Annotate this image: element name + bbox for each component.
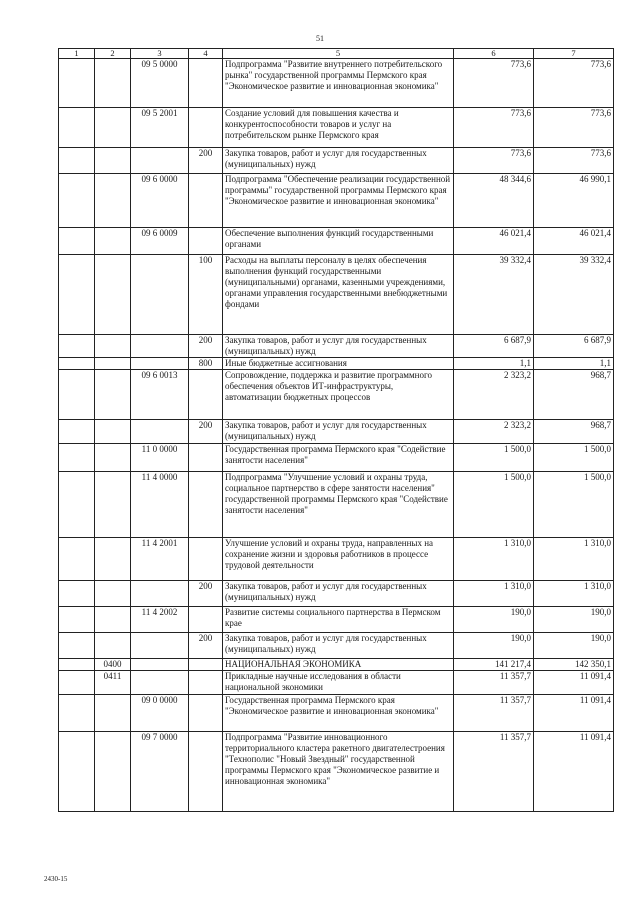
subsection-code-cell xyxy=(95,607,131,633)
table-row xyxy=(59,695,614,732)
section-cell xyxy=(59,538,95,581)
subsection-code-cell xyxy=(95,444,131,472)
amount-year-1-cell: 190,0 xyxy=(454,633,534,659)
target-article-code-cell xyxy=(131,633,189,659)
table-row xyxy=(59,420,614,444)
section-cell xyxy=(59,358,95,370)
item-name-cell: Создание условий для повышения качества и конкурентоспособности товаров и услуг на потребительском рынке Пермского края xyxy=(223,108,454,148)
expense-type-code-cell: 200 xyxy=(189,633,223,659)
amount-year-1-cell: 11 357,7 xyxy=(454,671,534,695)
target-article-code-cell xyxy=(131,420,189,444)
column-header-2: 2 xyxy=(95,49,131,59)
amount-year-2-cell: 773,6 xyxy=(534,59,614,108)
item-name-cell: НАЦИОНАЛЬНАЯ ЭКОНОМИКА xyxy=(223,659,454,671)
subsection-code-cell xyxy=(95,358,131,370)
amount-year-1-cell: 773,6 xyxy=(454,108,534,148)
item-name-cell: Государственная программа Пермского края "Экономическое развитие и инновационная экономика" xyxy=(223,695,454,732)
amount-year-1-cell: 11 357,7 xyxy=(454,732,534,812)
section-cell xyxy=(59,255,95,335)
section-cell xyxy=(59,607,95,633)
target-article-code-cell xyxy=(131,335,189,358)
target-article-code-cell xyxy=(131,358,189,370)
target-article-code-cell: 09 6 0000 xyxy=(131,174,189,228)
amount-year-1-cell: 1,1 xyxy=(454,358,534,370)
table-row xyxy=(59,174,614,228)
amount-year-1-cell: 1 500,0 xyxy=(454,444,534,472)
column-header-3: 3 xyxy=(131,49,189,59)
item-name-cell: Прикладные научные исследования в области национальной экономики xyxy=(223,671,454,695)
section-cell xyxy=(59,472,95,538)
table-row xyxy=(59,732,614,812)
table-row xyxy=(59,633,614,659)
target-article-code-cell: 09 6 0009 xyxy=(131,228,189,255)
table-row xyxy=(59,358,614,370)
amount-year-2-cell: 1,1 xyxy=(534,358,614,370)
subsection-code-cell xyxy=(95,228,131,255)
subsection-code-cell xyxy=(95,581,131,607)
amount-year-1-cell: 6 687,9 xyxy=(454,335,534,358)
expense-type-code-cell xyxy=(189,659,223,671)
amount-year-2-cell: 46 021,4 xyxy=(534,228,614,255)
expense-type-code-cell xyxy=(189,472,223,538)
target-article-code-cell: 11 4 2002 xyxy=(131,607,189,633)
amount-year-2-cell: 1 500,0 xyxy=(534,444,614,472)
section-cell xyxy=(59,659,95,671)
item-name-cell: Развитие системы социального партнерства в Пермском крае xyxy=(223,607,454,633)
table-row xyxy=(59,659,614,671)
amount-year-2-cell: 190,0 xyxy=(534,633,614,659)
section-cell xyxy=(59,444,95,472)
expense-type-code-cell xyxy=(189,108,223,148)
section-cell xyxy=(59,581,95,607)
amount-year-1-cell: 2 323,2 xyxy=(454,370,534,420)
amount-year-1-cell: 1 500,0 xyxy=(454,472,534,538)
item-name-cell: Закупка товаров, работ и услуг для государственных (муниципальных) нужд xyxy=(223,148,454,174)
expense-type-code-cell xyxy=(189,732,223,812)
amount-year-2-cell: 190,0 xyxy=(534,607,614,633)
section-cell xyxy=(59,370,95,420)
subsection-code-cell xyxy=(95,335,131,358)
expense-type-code-cell xyxy=(189,174,223,228)
amount-year-1-cell: 141 217,4 xyxy=(454,659,534,671)
subsection-code-cell xyxy=(95,538,131,581)
section-cell xyxy=(59,59,95,108)
budget-table xyxy=(58,48,614,812)
target-article-code-cell xyxy=(131,659,189,671)
expense-type-code-cell xyxy=(189,607,223,633)
amount-year-2-cell: 773,6 xyxy=(534,148,614,174)
amount-year-2-cell: 1 310,0 xyxy=(534,581,614,607)
amount-year-2-cell: 46 990,1 xyxy=(534,174,614,228)
target-article-code-cell: 09 6 0013 xyxy=(131,370,189,420)
target-article-code-cell xyxy=(131,148,189,174)
section-cell xyxy=(59,633,95,659)
table-row xyxy=(59,472,614,538)
amount-year-2-cell: 1 310,0 xyxy=(534,538,614,581)
expense-type-code-cell xyxy=(189,59,223,108)
subsection-code-cell xyxy=(95,255,131,335)
expense-type-code-cell xyxy=(189,370,223,420)
item-name-cell: Сопровождение, поддержка и развитие программного обеспечения объектов ИТ-инфраструктуры, автоматизации бюджетных процессов xyxy=(223,370,454,420)
target-article-code-cell: 09 5 2001 xyxy=(131,108,189,148)
subsection-code-cell xyxy=(95,174,131,228)
expense-type-code-cell xyxy=(189,538,223,581)
subsection-code-cell xyxy=(95,732,131,812)
amount-year-2-cell: 6 687,9 xyxy=(534,335,614,358)
section-cell xyxy=(59,335,95,358)
item-name-cell: Закупка товаров, работ и услуг для государственных (муниципальных) нужд xyxy=(223,420,454,444)
amount-year-1-cell: 46 021,4 xyxy=(454,228,534,255)
subsection-code-cell xyxy=(95,472,131,538)
expense-type-code-cell: 200 xyxy=(189,581,223,607)
expense-type-code-cell xyxy=(189,695,223,732)
expense-type-code-cell: 200 xyxy=(189,335,223,358)
item-name-cell: Подпрограмма "Улучшение условий и охраны труда, социальное партнерство в сфере занятости населения" государственной программы Пермского края "Содействие занятости населения" xyxy=(223,472,454,538)
subsection-code-cell xyxy=(95,59,131,108)
item-name-cell: Государственная программа Пермского края "Содействие занятости населения" xyxy=(223,444,454,472)
table-row xyxy=(59,228,614,255)
table-row xyxy=(59,671,614,695)
section-cell xyxy=(59,695,95,732)
section-cell xyxy=(59,148,95,174)
expense-type-code-cell: 200 xyxy=(189,148,223,174)
item-name-cell: Закупка товаров, работ и услуг для государственных (муниципальных) нужд xyxy=(223,335,454,358)
target-article-code-cell: 11 4 2001 xyxy=(131,538,189,581)
expense-type-code-cell xyxy=(189,444,223,472)
table-row xyxy=(59,255,614,335)
table-row xyxy=(59,607,614,633)
table-row xyxy=(59,108,614,148)
column-header-1: 1 xyxy=(59,49,95,59)
table-row xyxy=(59,444,614,472)
target-article-code-cell: 09 0 0000 xyxy=(131,695,189,732)
subsection-code-cell: 0400 xyxy=(95,659,131,671)
amount-year-2-cell: 11 091,4 xyxy=(534,671,614,695)
table-row xyxy=(59,59,614,108)
column-header-4: 4 xyxy=(189,49,223,59)
target-article-code-cell: 11 4 0000 xyxy=(131,472,189,538)
expense-type-code-cell: 800 xyxy=(189,358,223,370)
amount-year-2-cell: 1 500,0 xyxy=(534,472,614,538)
expense-type-code-cell xyxy=(189,228,223,255)
subsection-code-cell: 0411 xyxy=(95,671,131,695)
page-number: 51 xyxy=(316,34,324,43)
footer-code: 2430-15 xyxy=(44,875,68,883)
amount-year-2-cell: 142 350,1 xyxy=(534,659,614,671)
item-name-cell: Подпрограмма "Обеспечение реализации государственной программы" государственной программы Пермского края "Экономическое развитие и инновационная экономика" xyxy=(223,174,454,228)
target-article-code-cell xyxy=(131,581,189,607)
column-header-5: 5 xyxy=(223,49,454,59)
item-name-cell: Улучшение условий и охраны труда, направленных на сохранение жизни и здоровья работников в процессе трудовой деятельности xyxy=(223,538,454,581)
target-article-code-cell xyxy=(131,671,189,695)
section-cell xyxy=(59,228,95,255)
expense-type-code-cell: 200 xyxy=(189,420,223,444)
table-row xyxy=(59,335,614,358)
subsection-code-cell xyxy=(95,633,131,659)
expense-type-code-cell xyxy=(189,671,223,695)
header-row xyxy=(59,49,614,59)
target-article-code-cell: 09 5 0000 xyxy=(131,59,189,108)
amount-year-2-cell: 968,7 xyxy=(534,370,614,420)
section-cell xyxy=(59,732,95,812)
amount-year-1-cell: 1 310,0 xyxy=(454,581,534,607)
item-name-cell: Подпрограмма "Развитие внутреннего потребительского рынка" государственной программы Пермского края "Экономическое развитие и инновационная экономика" xyxy=(223,59,454,108)
item-name-cell: Расходы на выплаты персоналу в целях обеспечения выполнения функций государственными (муниципальными) органами, казенными учреждениями, органами управления государственными внебюджетными фондами xyxy=(223,255,454,335)
subsection-code-cell xyxy=(95,108,131,148)
item-name-cell: Иные бюджетные ассигнования xyxy=(223,358,454,370)
subsection-code-cell xyxy=(95,148,131,174)
table-row xyxy=(59,370,614,420)
section-cell xyxy=(59,671,95,695)
amount-year-2-cell: 968,7 xyxy=(534,420,614,444)
target-article-code-cell xyxy=(131,255,189,335)
table-body xyxy=(59,59,614,812)
column-header-6: 6 xyxy=(454,49,534,59)
section-cell xyxy=(59,420,95,444)
amount-year-2-cell: 39 332,4 xyxy=(534,255,614,335)
table-row xyxy=(59,148,614,174)
item-name-cell: Закупка товаров, работ и услуг для государственных (муниципальных) нужд xyxy=(223,581,454,607)
table-row xyxy=(59,538,614,581)
section-cell xyxy=(59,174,95,228)
subsection-code-cell xyxy=(95,370,131,420)
item-name-cell: Обеспечение выполнения функций государственными органами xyxy=(223,228,454,255)
amount-year-1-cell: 773,6 xyxy=(454,148,534,174)
item-name-cell: Закупка товаров, работ и услуг для государственных (муниципальных) нужд xyxy=(223,633,454,659)
table-row xyxy=(59,581,614,607)
item-name-cell: Подпрограмма "Развитие инновационного территориального кластера ракетного двигателестроения "Технополис "Новый Звездный" государственной программы Пермского края "Экономическое развитие и инновационная экономика" xyxy=(223,732,454,812)
amount-year-1-cell: 1 310,0 xyxy=(454,538,534,581)
amount-year-1-cell: 48 344,6 xyxy=(454,174,534,228)
amount-year-1-cell: 773,6 xyxy=(454,59,534,108)
amount-year-2-cell: 11 091,4 xyxy=(534,732,614,812)
amount-year-1-cell: 190,0 xyxy=(454,607,534,633)
column-header-7: 7 xyxy=(534,49,614,59)
section-cell xyxy=(59,108,95,148)
amount-year-2-cell: 11 091,4 xyxy=(534,695,614,732)
amount-year-1-cell: 11 357,7 xyxy=(454,695,534,732)
subsection-code-cell xyxy=(95,695,131,732)
amount-year-2-cell: 773,6 xyxy=(534,108,614,148)
subsection-code-cell xyxy=(95,420,131,444)
target-article-code-cell: 09 7 0000 xyxy=(131,732,189,812)
amount-year-1-cell: 2 323,2 xyxy=(454,420,534,444)
target-article-code-cell: 11 0 0000 xyxy=(131,444,189,472)
amount-year-1-cell: 39 332,4 xyxy=(454,255,534,335)
expense-type-code-cell: 100 xyxy=(189,255,223,335)
